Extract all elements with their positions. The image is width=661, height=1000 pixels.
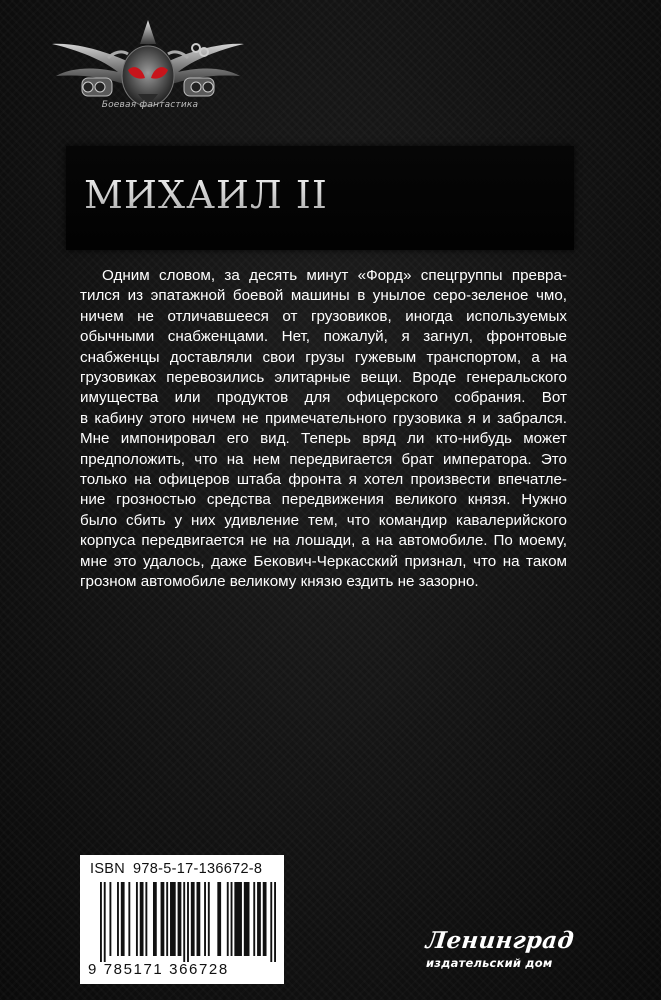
blurb-line: имущества или продуктов для офицерского собрания. Вот — [80, 389, 567, 407]
barcode-bar — [145, 882, 147, 956]
blurb-line: корпуса передвигается не на лошади, а на автомобиле. По моему, — [80, 532, 567, 550]
barcode-bar — [109, 882, 111, 956]
barcode-bar — [121, 882, 125, 956]
barcode-bar — [117, 882, 119, 956]
blurb-line: в кабину этого ничем не примечательного грузовика я и забрался. — [80, 409, 567, 427]
series-label: Боевая фантастика — [101, 100, 199, 110]
barcode-bar — [183, 882, 185, 962]
barcode-bar — [104, 882, 106, 962]
barcode-bar — [208, 882, 210, 956]
blurb-line: ничем не отличавшееся от грузовиков, иногда используемых — [80, 307, 567, 325]
barcode-bar — [257, 882, 261, 956]
publisher-name: Ленинград — [424, 927, 576, 954]
barcode-bar — [217, 882, 221, 956]
barcode-bar — [270, 882, 272, 962]
blurb-line: предположить, что на нем передвигается брат императора. Это — [80, 450, 567, 468]
publisher-logo — [418, 925, 578, 985]
barcode-bar — [136, 882, 138, 956]
barcode-bar — [128, 882, 130, 956]
barcode-bar — [231, 882, 233, 956]
blurb-line: мне это удалось, даже Бекович-Черкасский признал, что на таком — [80, 552, 567, 570]
barcode-bar — [244, 882, 250, 956]
isbn-prefix: ISBN — [90, 861, 126, 877]
blurb-line: снабженцы доставляли свои грузы гужевым транспортом, а на — [80, 348, 567, 366]
blurb-line: было сбить у них удивление тем, что командир кавалерийского — [80, 511, 567, 529]
isbn-number: 978-5-17-136672-8 — [133, 861, 263, 877]
barcode-bar — [204, 882, 206, 956]
blurb-line: грузовиках перевозились элитарные вещи. Вроде генеральского — [80, 369, 567, 387]
barcode-bar — [191, 882, 195, 956]
barcode-bar — [161, 882, 165, 956]
barcode-bar — [178, 882, 182, 956]
barcode-bar — [274, 882, 276, 962]
isbn-barcode — [80, 855, 284, 984]
barcode-bar — [166, 882, 168, 956]
blurb-text — [80, 266, 567, 593]
barcode-bar — [153, 882, 157, 956]
barcode-bar — [170, 882, 176, 956]
blurb-line: тился из эпатажной боевой машины в унылое серо-зеленое чмо, — [80, 287, 567, 305]
barcode-digits: 9 785171 366728 — [88, 961, 229, 978]
barcode-bar — [187, 882, 189, 962]
barcode-bar — [263, 882, 267, 956]
barcode-bar — [140, 882, 144, 956]
blurb-line: Мне импонировал его вид. Теперь вряд ли кто-нибудь может — [80, 430, 567, 448]
book-title: МИХАИЛ II — [84, 173, 328, 217]
isbn-label — [90, 861, 278, 877]
blurb-line: ние грозностью средства передвижения великого князя. Нужно — [80, 491, 567, 509]
blurb-line: только на офицеров штаба фронта я хотел произвести впечатле- — [80, 471, 567, 489]
barcode-bar — [253, 882, 255, 956]
blurb-line: грозном автомобиле великому князю ездить не зазорно. — [80, 573, 479, 591]
publisher-subtitle: издательский дом — [426, 956, 553, 970]
barcode-bar — [100, 882, 102, 962]
barcode-bar — [227, 882, 229, 956]
barcode-bar — [234, 882, 242, 956]
blurb-line: обычными снабженцами. Нет, пожалуй, я загнул, фронтовые — [80, 328, 567, 346]
barcode-bars — [100, 882, 276, 962]
blurb-line: Одним словом, за десять минут «Форд» спецгруппы превра- — [102, 267, 567, 284]
barcode-bar — [197, 882, 201, 956]
